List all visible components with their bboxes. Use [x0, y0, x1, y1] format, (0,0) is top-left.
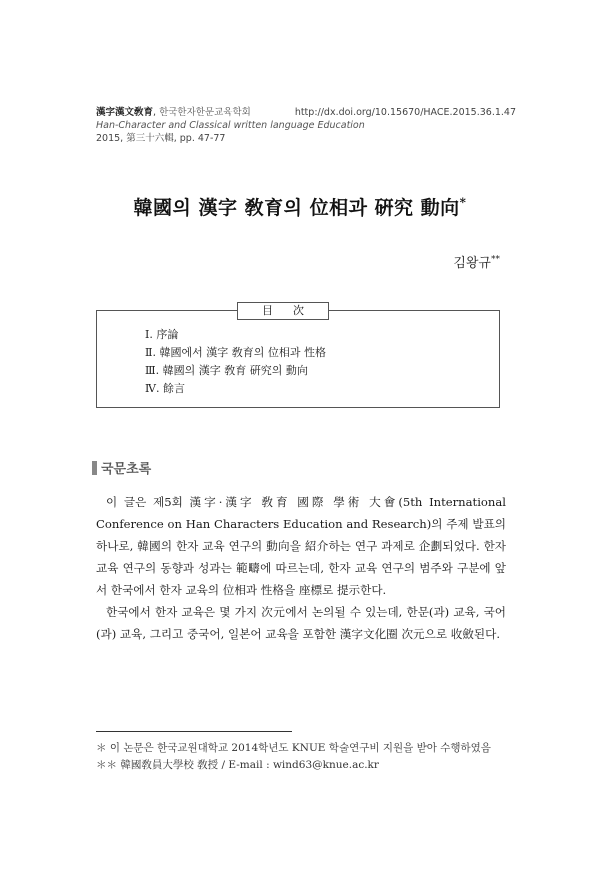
- abstract-paragraph: 이 글은 제5회 漢字·漢字 敎育 國際 學術 大會(5th International Conference on Han Characters Education and Research)의 주제 발표의 하나로, 韓國의 한자 교육 연구의 動向을 紹介하는 연구 과제로 企劃되었다. 한자 교육 연구의 동향과 성과는 範疇에 따르는데, 한자 교육 연구의 범주와 구분에 앞서 한국에서 한자 교육의 位相과 性格을 座標로 提示한다.: [96, 495, 506, 597]
- toc-item: Ⅳ. 餘言: [145, 382, 185, 395]
- abstract-paragraph: 한국에서 한자 교육은 몇 가지 次元에서 논의될 수 있는데, 한문(과) 교육, 국어(과) 교육, 그리고 중국어, 일본어 교육을 포함한 漢字文化圈 次元으로 收斂된다.: [96, 605, 506, 641]
- doi-link[interactable]: http://dx.doi.org/10.15670/HACE.2015.36.1.47: [294, 107, 516, 118]
- toc-list: [145, 326, 326, 398]
- abstract-body: [96, 491, 506, 645]
- table-of-contents: [96, 304, 500, 408]
- journal-header-row: 漢字漢文敎育, 한국한자한문교육학회 http://dx.doi.org/10.15670/HACE.2015.36.1.47: [96, 107, 516, 118]
- abstract-heading-text: 국문초록: [101, 462, 152, 477]
- toc-item: Ⅲ. 韓國의 漢字 敎育 硏究의 動向: [145, 364, 308, 377]
- journal-society-name: 한국한자한문교육학회: [159, 107, 251, 118]
- journal-english-title: Han-Character and Classical written language Education: [96, 120, 365, 131]
- toc-item: Ⅰ. 序論: [145, 328, 179, 341]
- volume-info: 2015, 第三十六輯, pp. 47-77: [96, 133, 226, 144]
- author: [453, 252, 500, 271]
- toc-heading: 目次: [237, 302, 329, 320]
- abstract-heading: [92, 458, 151, 477]
- footnote: ＊＊ 韓國敎員大學校 敎授 / E-mail : wind63@knue.ac.kr: [96, 759, 379, 771]
- footnote-divider: [96, 731, 292, 732]
- journal-header: [96, 106, 516, 145]
- toc-item: Ⅱ. 韓國에서 漢字 敎育의 位相과 性格: [145, 346, 326, 359]
- footnote: ＊ 이 논문은 한국교원대학교 2014학년도 KNUE 학술연구비 지원을 받아 수행하였음: [96, 742, 491, 754]
- author-footnote-mark: **: [491, 254, 500, 265]
- heading-bar-marker: [92, 461, 97, 475]
- title-footnote-mark: *: [459, 195, 467, 210]
- footnotes: [96, 740, 491, 774]
- paper-title-text: 韓國의 漢字 敎育의 位相과 硏究 動向: [133, 197, 460, 219]
- paper-title: [0, 193, 600, 220]
- journal-logo: 漢字漢文敎育: [96, 107, 154, 118]
- author-name: 김왕규: [453, 256, 491, 271]
